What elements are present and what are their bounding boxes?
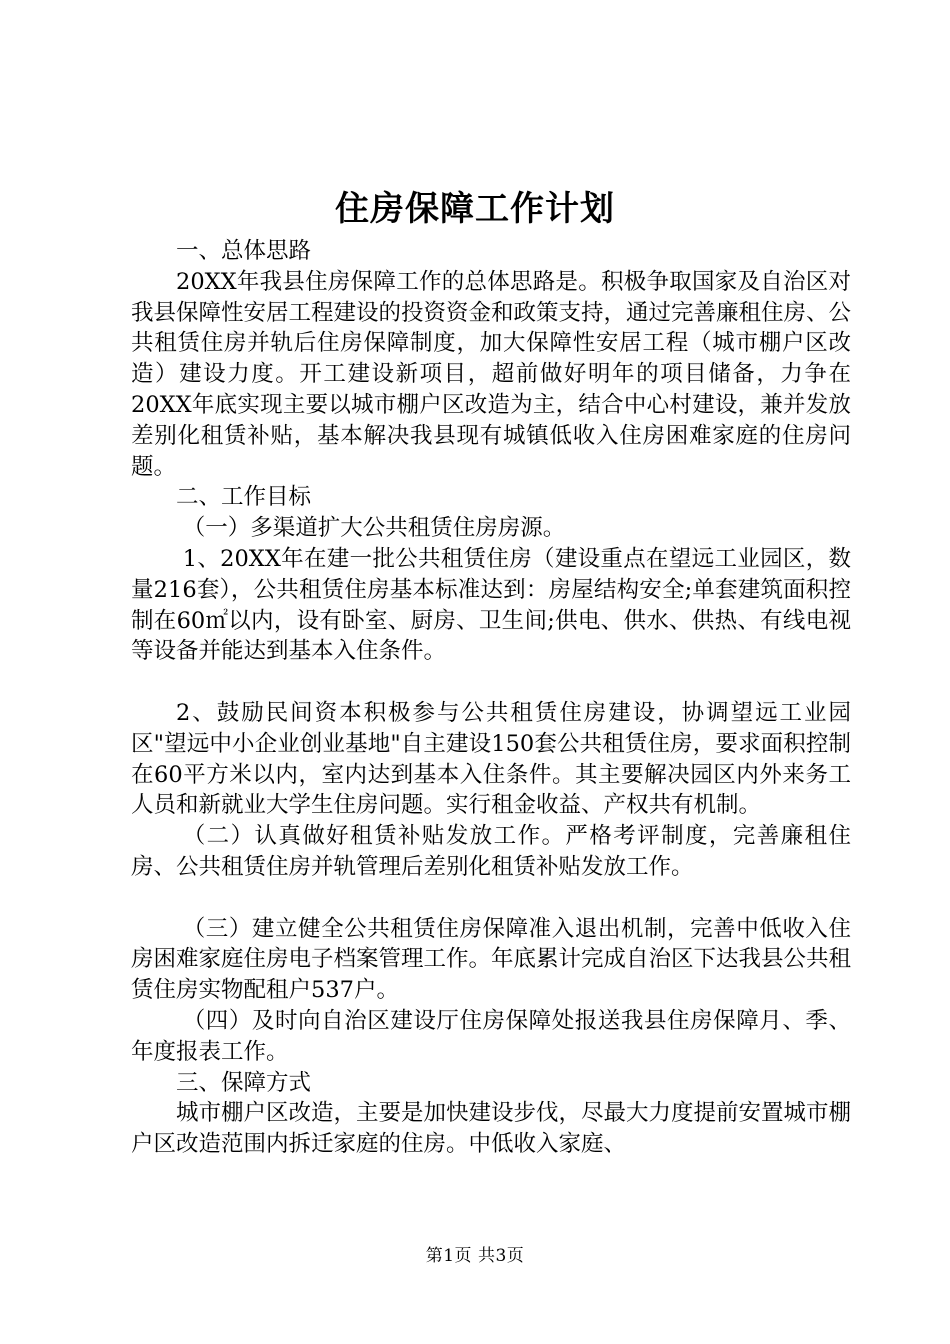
section-heading-1: 一、总体思路: [176, 238, 312, 264]
section-heading-2: 二、工作目标: [176, 484, 312, 511]
paragraph-item-2: 2、鼓励民间资本积极参与公共租赁住房建设，协调望远工业园区"望远中小企业创业基地"自主建设150套公共租赁住房，要求面积控制在60平方米以内，室内达到基本入住条件。其主要解决园区内外来务工人员和新就业大学生住房问题。实行租金收益、产权共有机制。: [131, 699, 851, 819]
paragraph-guarantee-method: 城市棚户区改造，主要是加快建设步伐，尽最大力度提前安置城市棚户区改造范围内拆迁家庭的住房。中低收入家庭、: [131, 1100, 852, 1158]
blank-line: [131, 667, 851, 698]
paragraph-item-1: 1、20XX年在建一批公共租赁住房（建设重点在望远工业园区，数量216套），公共租赁住房基本标准达到：房屋结构安全;单套建筑面积控制在60㎡以内，设有卧室、厨房、卫生间;供电、供水、供热、有线电视等设备并能达到基本入住条件。: [131, 545, 851, 665]
page-footer: 第1页 共3页: [425, 1246, 525, 1266]
paragraph-overall-approach: 20XX年我县住房保障工作的总体思路是。积极争取国家及自治区对我县保障性安居工程建设的投资资金和政策支持，通过完善廉租住房、公共租赁住房并轨后住房保障制度，加大保障性安居工程（城市棚户区改造）建设力度。开工建设新项目，超前做好明年的项目储备，力争在20XX年底实现主要以城市棚户区改造为主，结合中心村建设，兼并发放差别化租赁补贴，基本解决我县现有城镇低收入住房困难家庭的住房问题。: [131, 268, 852, 480]
paragraph-subsection-2: （二）认真做好租赁补贴发放工作。严格考评制度，完善廉租住房、公共租赁住房并轨管理后差别化租赁补贴发放工作。: [131, 823, 851, 880]
subsection-heading-1: （一）多渠道扩大公共租赁住房房源。: [182, 515, 566, 542]
page-title: 住房保障工作计划: [335, 189, 615, 229]
paragraph-subsection-3: （三）建立健全公共租赁住房保障准入退出机制，完善中低收入住房困难家庭住房电子档案管理工作。年底累计完成自治区下达我县公共租赁住房实物配租户537户。: [131, 915, 852, 1004]
paragraph-subsection-4: （四）及时向自治区建设厅住房保障处报送我县住房保障月、季、年度报表工作。: [131, 1007, 851, 1065]
section-heading-3: 三、保障方式: [176, 1069, 312, 1096]
document-body: [131, 236, 851, 1160]
blank-line: [131, 883, 851, 914]
